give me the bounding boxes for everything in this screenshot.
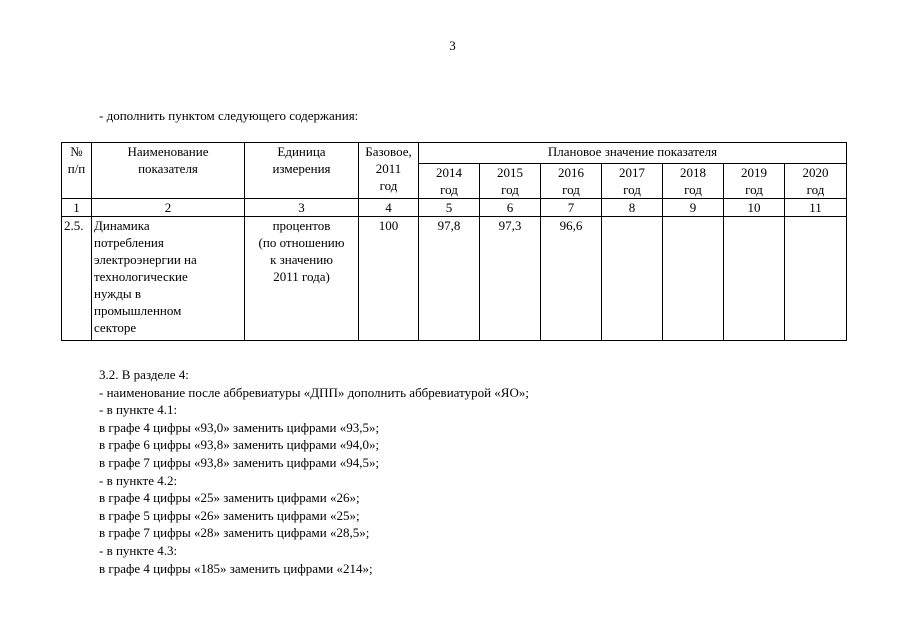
table-header-row bbox=[62, 143, 847, 164]
row-value: 97,8 bbox=[419, 217, 480, 341]
row-base: 100 bbox=[359, 217, 419, 341]
column-number: 9 bbox=[663, 199, 724, 217]
amendment-line: в графе 4 цифры «93,0» заменить цифрами «93,5»; bbox=[99, 419, 380, 435]
amendment-line: в графе 7 цифры «93,8» заменить цифрами «94,5»; bbox=[99, 454, 380, 470]
amendment-line: - в пункте 4.2: bbox=[99, 472, 178, 488]
header-num: № п/п bbox=[62, 143, 92, 199]
amendment-line: - наименование после аббревиатуры «ДПП» дополнить аббревиатурой «ЯО»; bbox=[99, 384, 529, 400]
column-number: 8 bbox=[602, 199, 663, 217]
column-number: 10 bbox=[724, 199, 785, 217]
amendment-line: - в пункте 4.1: bbox=[99, 402, 178, 418]
row-value bbox=[785, 217, 847, 341]
header-year: 2016 год bbox=[541, 164, 602, 199]
column-number: 3 bbox=[245, 199, 359, 217]
amendment-line: в графе 7 цифры «28» заменить цифрами «28,5»; bbox=[99, 525, 370, 541]
column-number: 5 bbox=[419, 199, 480, 217]
amendment-line: в графе 5 цифры «26» заменить цифрами «25»; bbox=[99, 507, 360, 523]
row-value bbox=[724, 217, 785, 341]
column-number: 7 bbox=[541, 199, 602, 217]
column-number: 6 bbox=[480, 199, 541, 217]
indicators-table bbox=[61, 142, 847, 341]
amendment-line: в графе 4 цифры «185» заменить цифрами «214»; bbox=[99, 560, 373, 576]
column-number: 2 bbox=[92, 199, 245, 217]
intro-text: - дополнить пунктом следующего содержания: bbox=[99, 108, 359, 123]
header-year: 2020 год bbox=[785, 164, 847, 199]
amendment-text bbox=[99, 366, 529, 577]
header-base: Базовое, 2011 год bbox=[359, 143, 419, 199]
column-number: 1 bbox=[62, 199, 92, 217]
amendment-line: - в пункте 4.3: bbox=[99, 542, 178, 558]
table-column-numbers-row bbox=[62, 199, 847, 217]
header-plan: Плановое значение показателя bbox=[419, 143, 847, 164]
row-value: 96,6 bbox=[541, 217, 602, 341]
header-year: 2019 год bbox=[724, 164, 785, 199]
table-row bbox=[62, 217, 847, 341]
row-name: Динамика потребления электроэнергии на технологические нужды в промышленном секторе bbox=[92, 217, 245, 341]
row-value bbox=[602, 217, 663, 341]
header-unit: Единица измерения bbox=[245, 143, 359, 199]
header-year: 2014 год bbox=[419, 164, 480, 199]
header-name: Наименование показателя bbox=[92, 143, 245, 199]
page-number: 3 bbox=[449, 38, 456, 53]
row-unit: процентов (по отношению к значению 2011 года) bbox=[245, 217, 359, 341]
row-num: 2.5. bbox=[62, 217, 92, 341]
row-value: 97,3 bbox=[480, 217, 541, 341]
header-year: 2017 год bbox=[602, 164, 663, 199]
header-year: 2018 год bbox=[663, 164, 724, 199]
row-value bbox=[663, 217, 724, 341]
header-year: 2015 год bbox=[480, 164, 541, 199]
amendment-line: в графе 6 цифры «93,8» заменить цифрами «94,0»; bbox=[99, 437, 380, 453]
amendment-line: в графе 4 цифры «25» заменить цифрами «26»; bbox=[99, 490, 360, 506]
amendment-line: 3.2. В разделе 4: bbox=[99, 367, 189, 382]
column-number: 4 bbox=[359, 199, 419, 217]
column-number: 11 bbox=[785, 199, 847, 217]
